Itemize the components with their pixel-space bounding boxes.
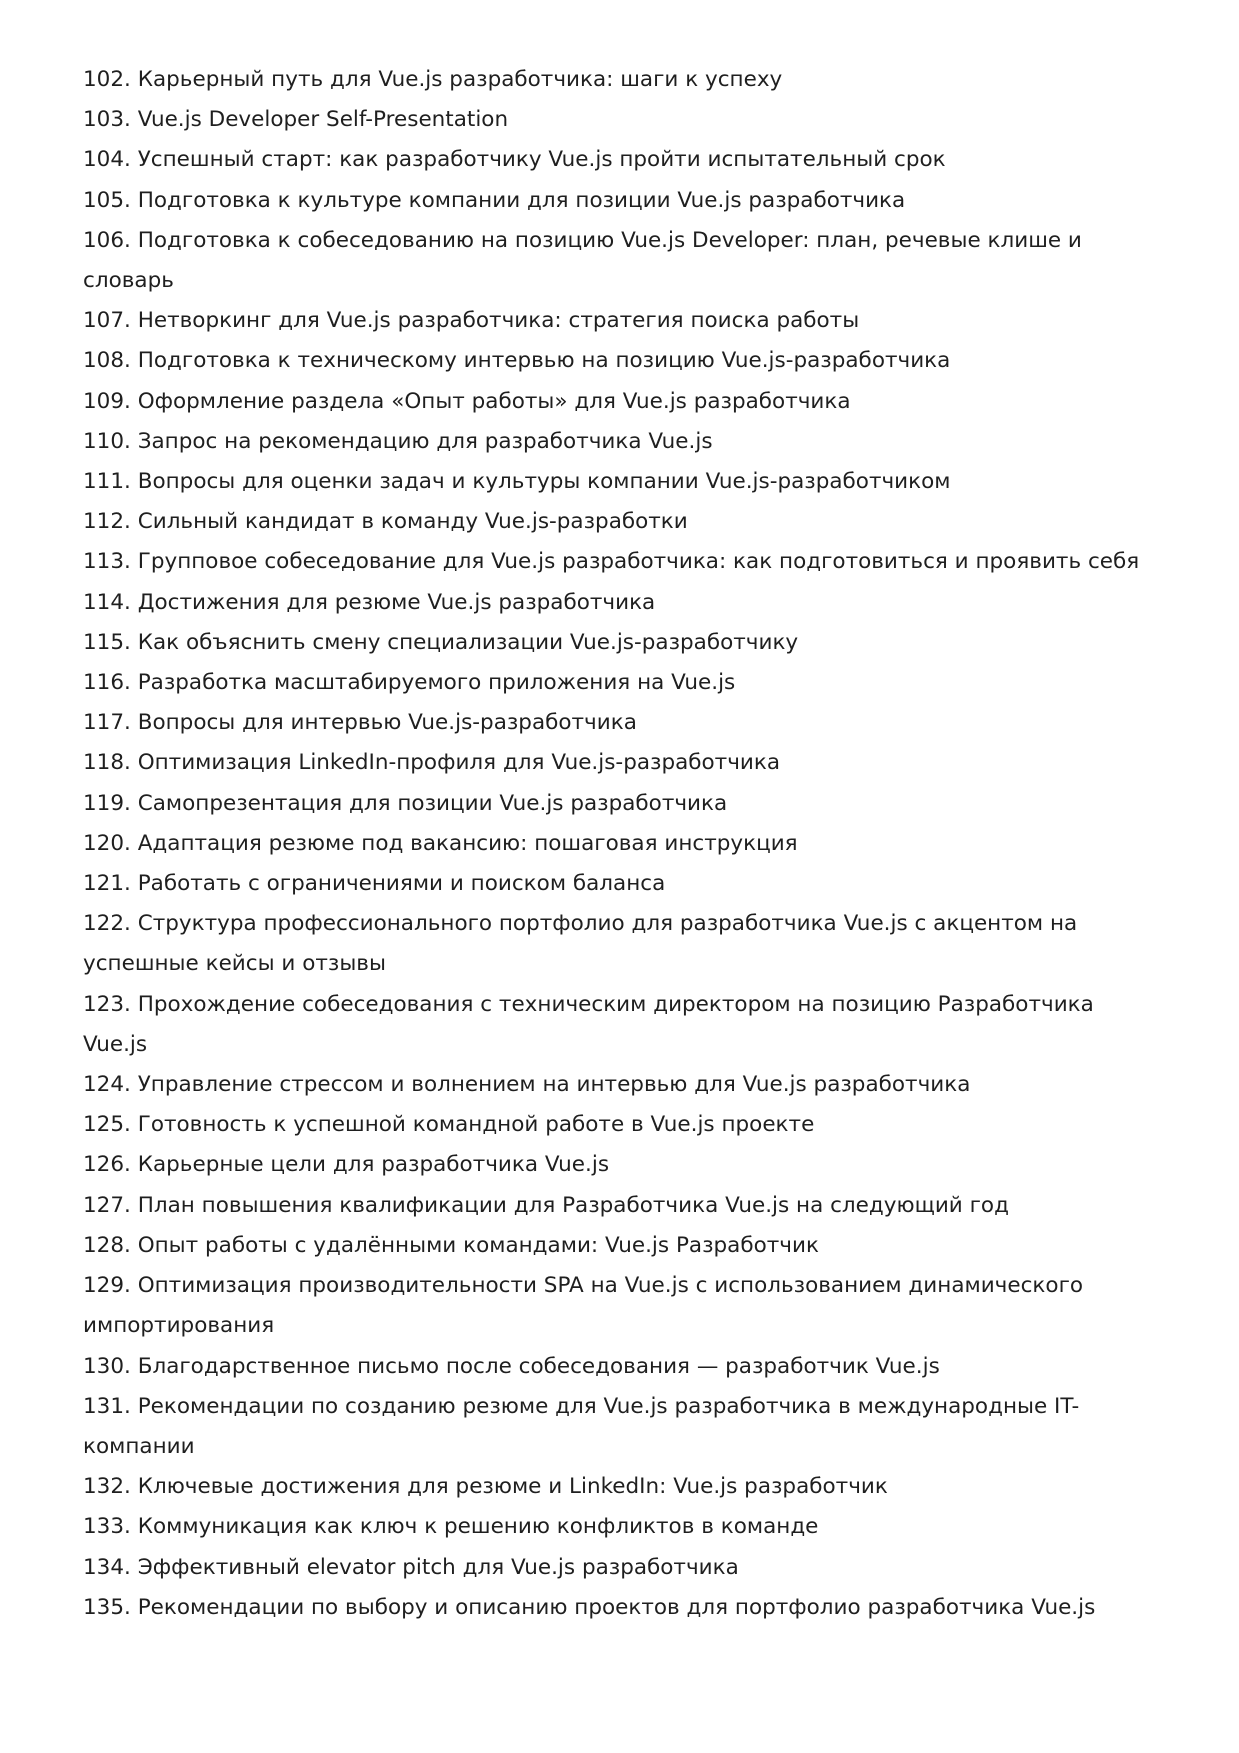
list-item: 129. Оптимизация производительности SPA на Vue.js с использованием динамического импортирования	[83, 1273, 1084, 1339]
list-item: 104. Успешный старт: как разработчику Vue.js пройти испытательный срок	[83, 147, 946, 173]
list-item: 120. Адаптация резюме под вакансию: пошаговая инструкция	[83, 830, 798, 856]
list-item: 114. Достижения для резюме Vue.js разработчика	[83, 589, 656, 615]
list-item: 115. Как объяснить смену специализации Vue.js-разработчику	[83, 629, 799, 655]
list-item: 124. Управление стрессом и волнением на интервью для Vue.js разработчика	[83, 1072, 971, 1098]
list-item: 118. Оптимизация LinkedIn-профиля для Vue.js-разработчика	[83, 750, 781, 776]
list-item: 126. Карьерные цели для разработчика Vue.js	[83, 1152, 610, 1178]
list-item: 133. Коммуникация как ключ к решению конфликтов в команде	[83, 1514, 819, 1540]
list-item: 111. Вопросы для оценки задач и культуры компании Vue.js-разработчиком	[83, 469, 951, 495]
list-item: 105. Подготовка к культуре компании для позиции Vue.js разработчика	[83, 187, 906, 213]
list-item: 121. Работать с ограничениями и поиском баланса	[83, 871, 666, 897]
list-item: 107. Нетворкинг для Vue.js разработчика: стратегия поиска работы	[83, 308, 860, 334]
list-item: 125. Готовность к успешной командной работе в Vue.js проекте	[83, 1112, 815, 1138]
list-item: 128. Опыт работы с удалёнными командами: Vue.js Разработчик	[83, 1232, 819, 1258]
list-item: 109. Оформление раздела «Опыт работы» для Vue.js разработчика	[83, 388, 851, 414]
list-item: 108. Подготовка к техническому интервью на позицию Vue.js-разработчика	[83, 348, 951, 374]
list-item: 102. Карьерный путь для Vue.js разработчика: шаги к успеху	[83, 67, 783, 92]
list-item: 112. Сильный кандидат в команду Vue.js-разработки	[83, 509, 688, 535]
list-item: 123. Прохождение собеседования с техническим директором на позицию Разработчика Vue.js	[83, 991, 1094, 1057]
topic-list	[83, 60, 1163, 1628]
list-item: 135. Рекомендации по выбору и описанию проектов для портфолио разработчика Vue.js	[83, 1594, 1096, 1620]
list-item: 117. Вопросы для интервью Vue.js-разработчика	[83, 710, 637, 736]
list-item: 130. Благодарственное письмо после собеседования — разработчик Vue.js	[83, 1353, 940, 1379]
list-item: 106. Подготовка к собеседованию на позицию Vue.js Developer: план, речевые клише и словарь	[83, 227, 1082, 294]
list-item: 116. Разработка масштабируемого приложения на Vue.js	[83, 670, 736, 696]
list-item: 119. Самопрезентация для позиции Vue.js разработчика	[83, 790, 728, 816]
list-item: 134. Эффективный elevator pitch для Vue.js разработчика	[83, 1554, 739, 1580]
list-item: 110. Запрос на рекомендацию для разработчика Vue.js	[83, 428, 713, 454]
list-item: 113. Групповое собеседование для Vue.js разработчика: как подготовиться и проявить себя	[83, 549, 1140, 575]
list-item: 127. План повышения квалификации для Разработчика Vue.js на следующий год	[83, 1192, 1009, 1218]
list-item: 131. Рекомендации по созданию резюме для Vue.js разработчика в международные IT-компании	[83, 1393, 1080, 1459]
list-item: 103. Vue.js Developer Self-Presentation	[83, 107, 509, 133]
list-item: 122. Структура профессионального портфолио для разработчика Vue.js с акцентом на успешные кейсы и отзывы	[83, 911, 1078, 977]
list-item: 132. Ключевые достижения для резюме и LinkedIn: Vue.js разработчик	[83, 1474, 888, 1500]
